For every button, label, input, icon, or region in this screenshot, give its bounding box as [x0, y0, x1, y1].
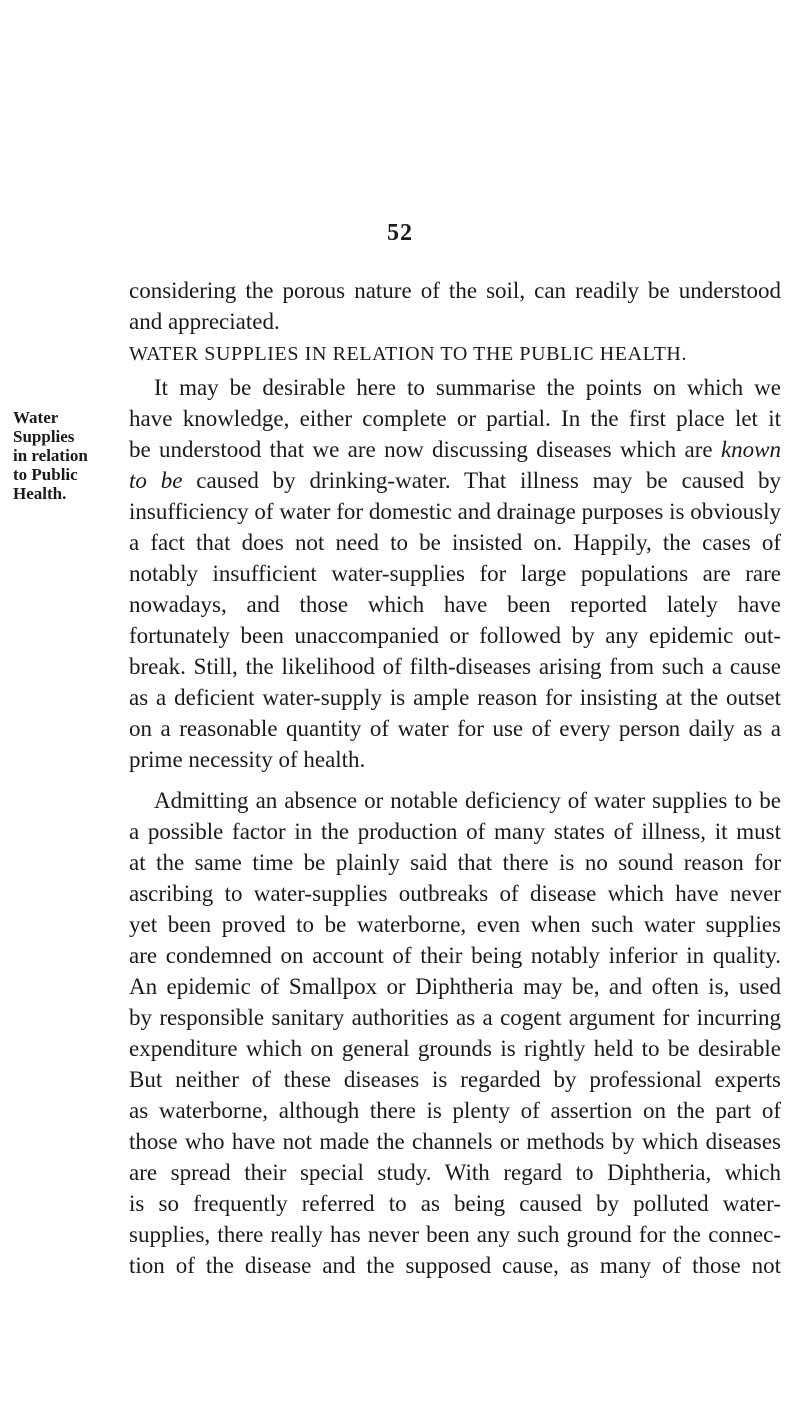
- margin-note-line: Water: [13, 408, 59, 427]
- text-line: expenditure which on general grounds is rightly held to be desirable: [129, 1036, 781, 1061]
- emphasis-text: to be: [129, 468, 183, 493]
- emphasis-text: known: [720, 437, 782, 462]
- text-line: have knowledge, either complete or partial. In the first place let it: [129, 406, 781, 431]
- margin-note-line: Supplies: [13, 427, 75, 446]
- text-line: on a reasonable quantity of water for use of every person daily as a: [129, 716, 781, 741]
- text-line: yet been proved to be waterborne, even when such water supplies: [129, 912, 781, 937]
- text-line: insufficiency of water for domestic and drainage purposes is obviously: [129, 499, 781, 524]
- text-line: ascribing to water-supplies outbreaks of disease which have never: [129, 881, 781, 906]
- text-line: at the same time be plainly said that there is no sound reason for: [129, 850, 781, 875]
- margin-note-line: to Public: [13, 465, 78, 484]
- text-line: prime necessity of health.: [129, 747, 366, 772]
- text-line: those who have not made the channels or methods by which diseases: [129, 1129, 781, 1154]
- text-line: fortunately been unaccompanied or followed by any epidemic out-: [129, 623, 781, 648]
- text-line: as waterborne, although there is plenty of assertion on the part of: [129, 1098, 781, 1123]
- text-line: An epidemic of Smallpox or Diphtheria may be, and often is, used: [129, 974, 781, 999]
- text-line: break. Still, the likelihood of filth-diseases arising from such a cause: [129, 654, 781, 679]
- text-line: tion of the disease and the supposed cause, as many of those not: [129, 1253, 781, 1278]
- text-line: is so frequently referred to as being caused by polluted water-: [129, 1191, 781, 1216]
- section-heading: WATER SUPPLIES IN RELATION TO THE PUBLIC HEALTH.: [129, 343, 688, 365]
- text-line: Admitting an absence or notable deficiency of water supplies to be: [154, 788, 781, 813]
- text-line: and appreciated.: [129, 309, 280, 334]
- text-line: to be caused by drinking-water. That illness may be caused by: [129, 468, 781, 493]
- margin-note-line: in relation: [13, 446, 88, 465]
- text-line: supplies, there really has never been any such ground for the connec-: [129, 1222, 781, 1247]
- text-line: by responsible sanitary authorities as a cogent argument for incurring: [129, 1005, 781, 1030]
- margin-note-line: Health.: [13, 484, 67, 503]
- text-line: notably insufficient water-supplies for large populations are rare: [129, 561, 781, 586]
- text-line: nowadays, and those which have been reported lately have: [129, 592, 781, 617]
- margin-note: [13, 408, 121, 503]
- text-line: But neither of these diseases is regarded by professional experts: [129, 1067, 781, 1092]
- text-line: as a deficient water-supply is ample reason for insisting at the outset: [129, 685, 781, 710]
- page-number: 52: [387, 220, 413, 246]
- text-line: are spread their special study. With regard to Diphtheria, which: [129, 1160, 781, 1185]
- text-line: considering the porous nature of the soil, can readily be understood: [129, 278, 781, 303]
- text-line: It may be desirable here to summarise the points on which we: [154, 375, 781, 400]
- text-line: are condemned on account of their being notably inferior in quality.: [129, 943, 781, 968]
- text-line: a fact that does not need to be insisted on. Happily, the cases of: [129, 530, 781, 555]
- text-line: be understood that we are now discussing diseases which are known: [129, 437, 782, 462]
- text-line: a possible factor in the production of many states of illness, it must: [129, 819, 781, 844]
